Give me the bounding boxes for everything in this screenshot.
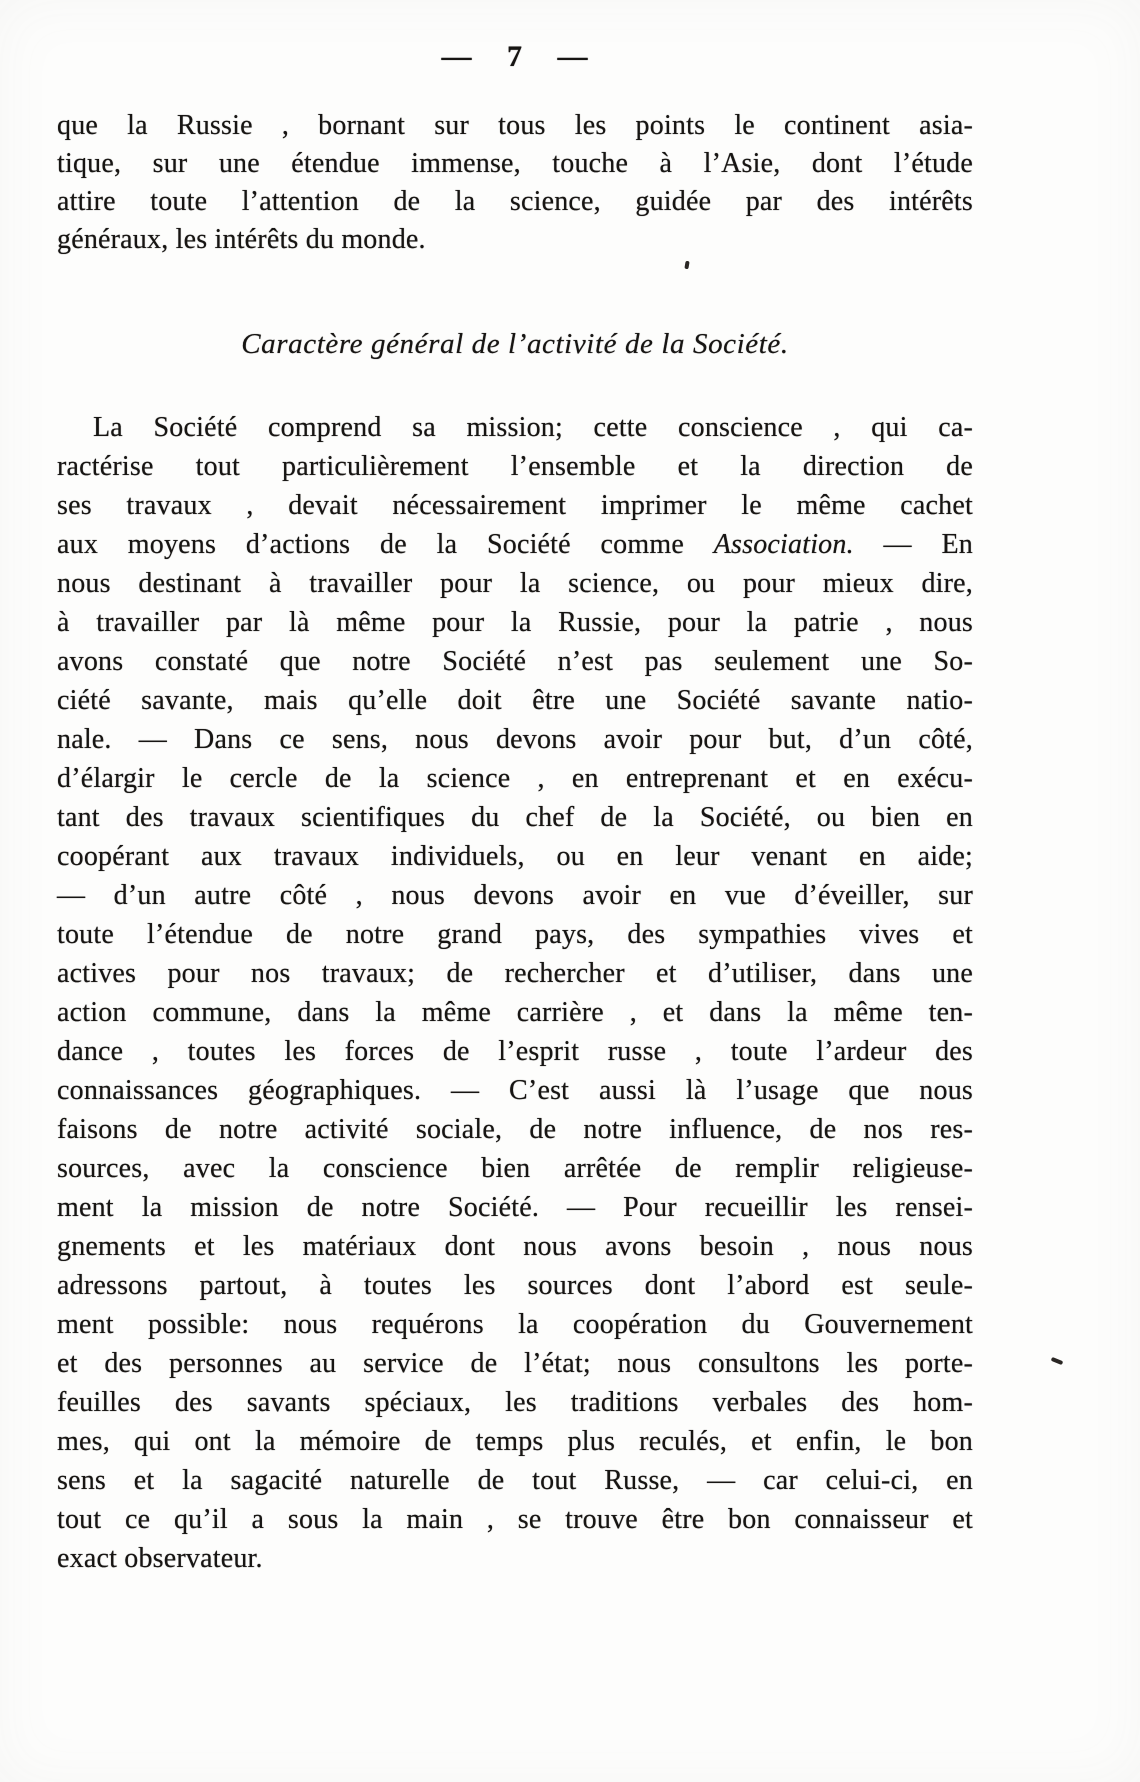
text-line: généraux, les intérêts du monde. <box>57 224 426 255</box>
text-line: nale. — Dans ce sens, nous devons avoir pour but, d’un côté, <box>57 724 973 755</box>
text-line: ment la mission de notre Société. — Pour recueillir les rensei- <box>57 1192 973 1223</box>
text-line: action commune, dans la même carrière , et dans la même ten- <box>57 997 973 1028</box>
text-line: adressons partout, à toutes les sources dont l’abord est seule- <box>57 1270 973 1301</box>
text-line: — d’un autre côté , nous devons avoir en vue d’éveiller, sur <box>57 880 973 911</box>
text-line: gnements et les matériaux dont nous avons besoin , nous nous <box>57 1231 973 1262</box>
text-line: que la Russie , bornant sur tous les points le continent asia- <box>57 110 973 141</box>
text-line: d’élargir le cercle de la science , en entreprenant et en exécu- <box>57 763 973 794</box>
italic-text: Association. <box>713 529 854 560</box>
text-line: et des personnes au service de l’état; nous consultons les porte- <box>57 1348 973 1379</box>
text-line: connaissances géographiques. — C’est aussi là l’usage que nous <box>57 1075 973 1106</box>
text-line: ractérise tout particulièrement l’ensemble et la direction de <box>57 451 973 482</box>
text-line: dance , toutes les forces de l’esprit russe , toute l’ardeur des <box>57 1036 973 1067</box>
text-line: tique, sur une étendue immense, touche à l’Asie, dont l’étude <box>57 148 973 179</box>
text-line: attire toute l’attention de la science, guidée par des intérêts <box>57 186 973 217</box>
page-number: — 7 — <box>441 40 589 73</box>
text-line: avons constaté que notre Société n’est pas seulement une So- <box>57 646 973 677</box>
text-line: coopérant aux travaux individuels, ou en leur venant en aide; <box>57 841 973 872</box>
text-line: faisons de notre activité sociale, de notre influence, de nos res- <box>57 1114 973 1145</box>
text-line: sources, avec la conscience bien arrêtée de remplir religieuse- <box>57 1153 973 1184</box>
text-line: feuilles des savants spéciaux, les traditions verbales des hom- <box>57 1387 973 1418</box>
section-heading: Caractère général de l’activité de la Société. <box>241 328 789 360</box>
text-line: toute l’étendue de notre grand pays, des sympathies vives et <box>57 919 973 950</box>
text-line: actives pour nos travaux; de rechercher et d’utiliser, dans une <box>57 958 973 989</box>
text-line: à travailler par là même pour la Russie, pour la patrie , nous <box>57 607 973 638</box>
ink-speck <box>1051 1357 1064 1365</box>
text-line: mes, qui ont la mémoire de temps plus reculés, et enfin, le bon <box>57 1426 973 1457</box>
text-line: ment possible: nous requérons la coopération du Gouvernement <box>57 1309 973 1340</box>
paragraph-body <box>57 408 973 1578</box>
text-line: sens et la sagacité naturelle de tout Russe, — car celui-ci, en <box>57 1465 973 1496</box>
text-line: aux moyens d’actions de la Société comme Association. — En <box>57 529 973 560</box>
ink-speck <box>684 261 689 270</box>
text-line: exact observateur. <box>57 1543 263 1574</box>
text-line: tout ce qu’il a sous la main , se trouve être bon connaisseur et <box>57 1504 973 1535</box>
text-line: tant des travaux scientifiques du chef de la Société, ou bien en <box>57 802 973 833</box>
paragraph-continuation <box>57 107 973 259</box>
text-line: ses travaux , devait nécessairement imprimer le même cachet <box>57 490 973 521</box>
text-line: nous destinant à travailler pour la science, ou pour mieux dire, <box>57 568 973 599</box>
text-line: ciété savante, mais qu’elle doit être une Société savante natio- <box>57 685 973 716</box>
text-line: La Société comprend sa mission; cette conscience , qui ca- <box>93 412 973 443</box>
